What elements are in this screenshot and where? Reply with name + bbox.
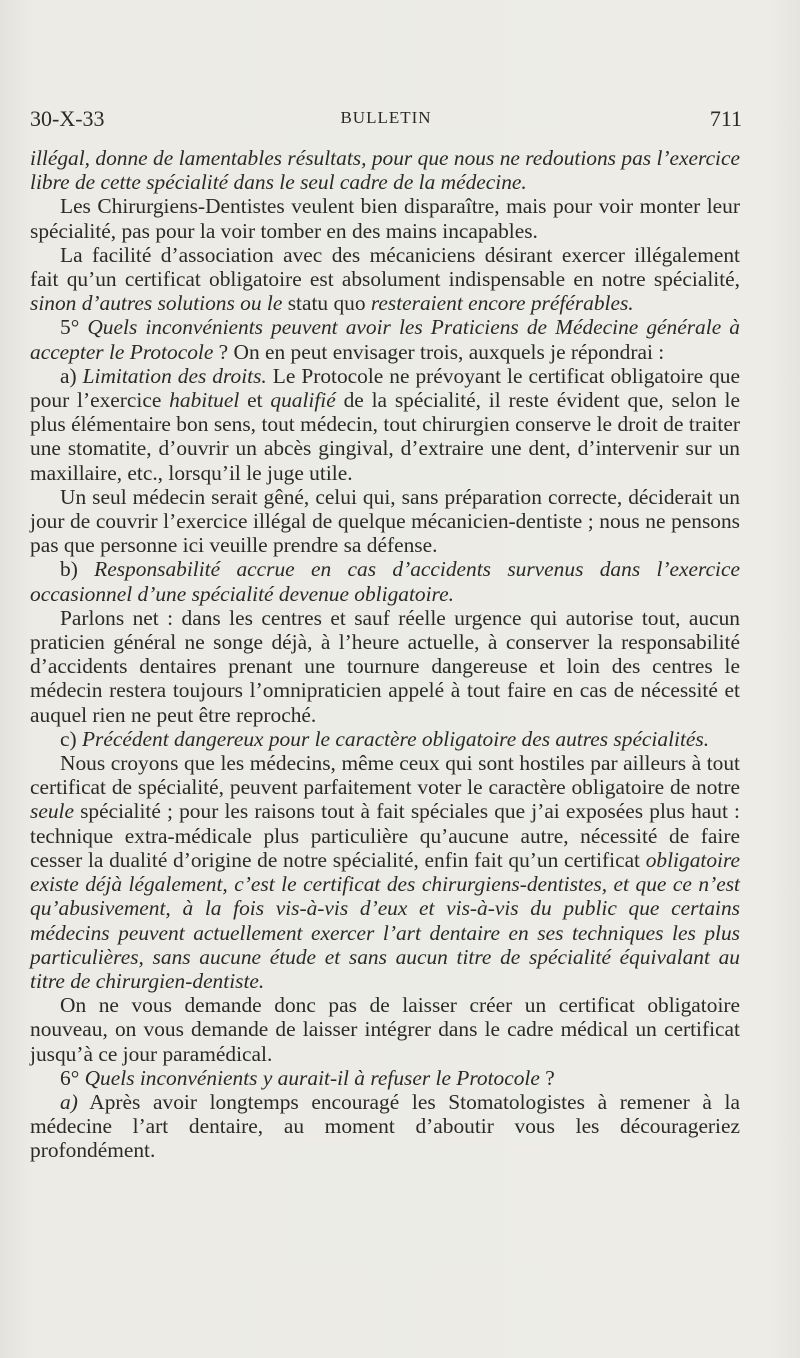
italic-text-run: seule bbox=[30, 799, 74, 824]
paragraph bbox=[30, 194, 740, 242]
text-run: Après avoir longtemps encouragé les Stomatologistes à remener à la médecine l’art dentaire, au moment d’aboutir vous les décourageriez profondément. bbox=[30, 1089, 740, 1163]
text-run: Le Protocole ne prévoyant le certificat obligatoire que pour l’exercice bbox=[30, 363, 740, 413]
italic-text-run: sinon d’autres solutions ou le bbox=[30, 291, 283, 316]
page-number: 711 bbox=[709, 106, 742, 131]
italic-text-run: a) bbox=[60, 1089, 78, 1114]
text-run: ? bbox=[539, 1065, 555, 1090]
text-run: Un seul médecin serait gêné, celui qui, sans préparation correcte, déciderait un jour de couvrir l’exercice illégal de quelque mécanicien-dentiste ; nous ne pensons pas que personne ici veuille prendre sa défense. bbox=[30, 484, 740, 558]
text-run: spécialité ; pour les raisons tout à fait spéciales que j’ai exposées plus haut : technique extra-médicale plus particulière qu’aucune autre, nécessité de faire cesser la dualité d’origine de notre spécialité, enfin fait qu’un certificat bbox=[30, 799, 740, 872]
text-run: statu quo bbox=[282, 291, 371, 316]
paragraph bbox=[30, 146, 740, 194]
italic-text-run: Précédent dangereux pour le caractère obligatoire des autres spécialités. bbox=[81, 726, 710, 751]
italic-text-run: Quels inconvénients y aurait-il à refuser le Protocole bbox=[84, 1065, 540, 1090]
italic-text-run: Limitation des droits. bbox=[82, 363, 267, 388]
text-run: 6° bbox=[60, 1065, 85, 1090]
text-run: ? On en peut envisager trois, auxquels je répondrai : bbox=[213, 339, 665, 364]
paragraph bbox=[30, 993, 740, 1066]
paragraph bbox=[30, 557, 740, 605]
italic-text-run: Responsabilité accrue en cas d’accidents survenus dans l’exercice occasionnel d’une spécialité devenue obligatoire. bbox=[30, 557, 740, 606]
paragraph bbox=[30, 364, 740, 485]
italic-text-run: obligatoire existe déjà légalement, c’est le certificat des chirurgiens-dentistes, et que ce n’est qu’abusivement, à la fois vis-à-vis d’eux et vis-à-vis du public que certains médecins peuvent actuellement exercer l’art dentaire en ses techniques les plus particulières, sans aucune étude et sans aucun titre de spécialité équivalant au titre de chirurgien-dentiste. bbox=[30, 847, 740, 993]
paragraph bbox=[30, 243, 740, 316]
body-text bbox=[30, 146, 740, 1163]
running-header bbox=[30, 106, 742, 136]
paragraph bbox=[30, 485, 740, 558]
text-run: c) bbox=[60, 726, 82, 751]
italic-text-run: illégal, donne de lamentables résultats, pour que nous ne redoutions pas l’exercice libre de cette spécialité dans le seul cadre de la médecine. bbox=[30, 146, 740, 195]
text-run: b) bbox=[60, 557, 95, 582]
text-run: a) bbox=[60, 363, 83, 388]
paragraph bbox=[30, 751, 740, 993]
header-date: 30-X-33 bbox=[30, 106, 105, 131]
italic-text-run: Quels inconvénients peuvent avoir les Praticiens de Médecine générale à accepter le Protocole bbox=[30, 315, 740, 364]
paragraph bbox=[30, 727, 740, 751]
text-run: de la spécialité, il reste évident que, selon le plus élémentaire bon sens, tout médecin, tout chirurgien conserve le droit de traiter une stomatite, d’ouvrir un abcès gingival, d’extraire une dent, d’intervenir sur un maxillaire, etc., lorsqu’il le juge utile. bbox=[30, 388, 740, 485]
text-run: Nous croyons que les médecins, même ceux qui sont hostiles par ailleurs à tout certificat de spécialité, peuvent parfaitement voter le caractère obligatoire de notre bbox=[30, 751, 740, 800]
italic-text-run: habituel bbox=[169, 388, 240, 413]
paragraph bbox=[30, 1090, 740, 1163]
italic-text-run: resteraient encore préférables. bbox=[370, 291, 634, 316]
header-title: BULLETIN bbox=[340, 108, 432, 127]
paragraph bbox=[30, 1066, 740, 1090]
text-run: On ne vous demande donc pas de laisser créer un certificat obligatoire nouveau, on vous demande de laisser intégrer dans le cadre médical un certificat jusqu’à ce jour paramédical. bbox=[30, 993, 740, 1066]
text-run: 5° bbox=[60, 315, 88, 340]
paragraph bbox=[30, 606, 740, 727]
text-run: et bbox=[239, 388, 271, 413]
italic-text-run: qualifié bbox=[270, 388, 336, 413]
text-run: Parlons net : dans les centres et sauf réelle urgence qui autorise tout, aucun praticien général ne songe déjà, à l’heure actuelle, à conserver la responsabilité d’accidents dentaires prenant une tournure dangereuse et loin des centres le médecin restera toujours l’omnipraticien appelé à tout faire en cas de nécessité et auquel rien ne peut être reproché. bbox=[30, 605, 740, 727]
paragraph bbox=[30, 315, 740, 363]
text-run: La facilité d’association avec des mécaniciens désirant exercer illégalement fait qu’un certificat obligatoire est absolument indispensable en notre spécialité, bbox=[30, 242, 740, 292]
text-run: Les Chirurgiens-Dentistes veulent bien disparaître, mais pour voir monter leur spécialité, pas pour la voir tomber en des mains incapables. bbox=[30, 194, 740, 243]
